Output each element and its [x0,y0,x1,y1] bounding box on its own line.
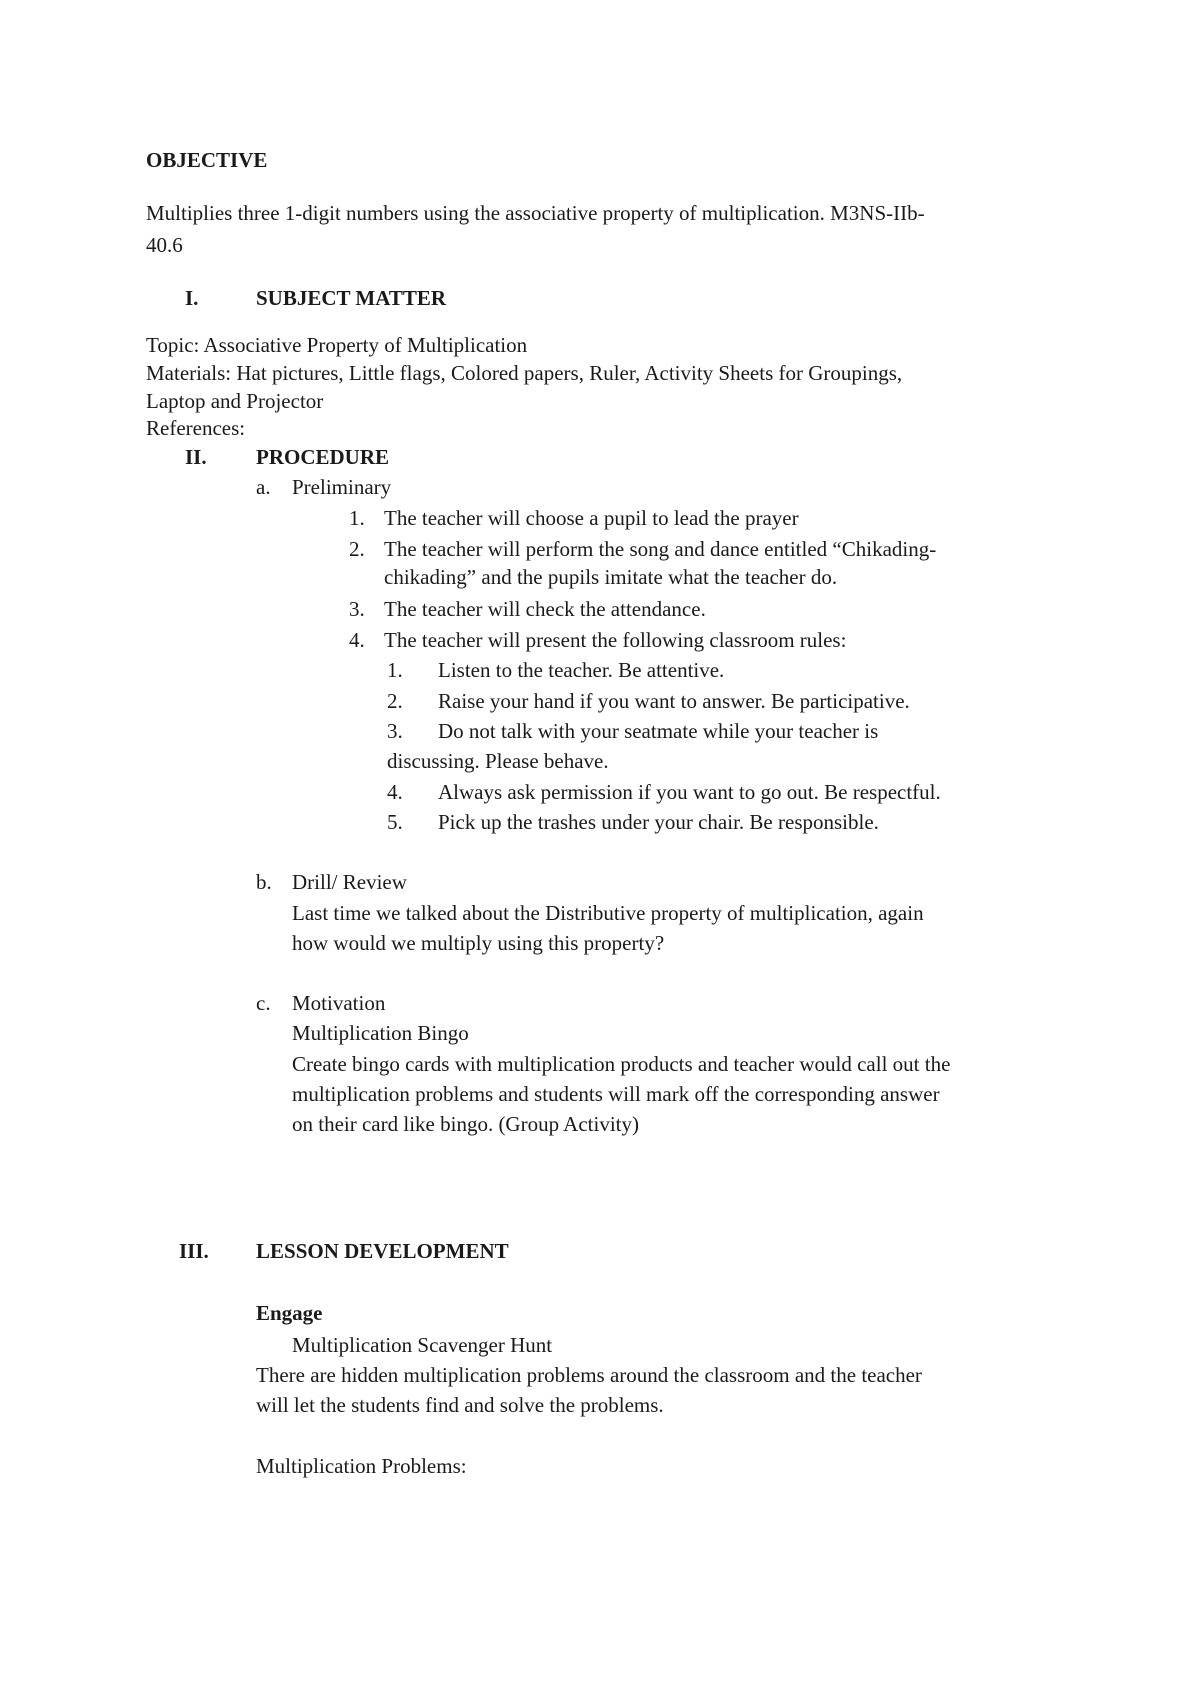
motivation-subtitle: Multiplication Bingo [292,1021,469,1045]
preliminary-item-text: The teacher will present the following classroom rules: [384,628,847,652]
motivation-title: Motivation [292,991,386,1015]
preliminary-item-number: 3. [349,597,365,621]
drill-text-line-1: Last time we talked about the Distributive property of multiplication, again [292,901,924,925]
engage-subtitle: Multiplication Scavenger Hunt [292,1333,553,1357]
drill-marker: b. [256,870,272,894]
preliminary-item-number: 2. [349,537,365,561]
rule-number: 1. [387,658,403,682]
motivation-marker: c. [256,991,271,1015]
objective-text-line-1: Multiplies three 1-digit numbers using the associative property of multiplication. M3NS-IIb- [146,201,925,225]
rule-number: 2. [387,689,403,713]
rule-text: Raise your hand if you want to answer. Be participative. [438,689,910,713]
procedure-numeral: II. [185,445,207,469]
preliminary-item-text-continued: chikading” and the pupils imitate what the teacher do. [384,565,838,589]
rule-number: 3. [387,719,403,743]
motivation-text-line-1: Create bingo cards with multiplication products and teacher would call out the [292,1052,951,1076]
topic-line: Topic: Associative Property of Multiplication [146,333,528,357]
lesson-development-heading: LESSON DEVELOPMENT [256,1239,509,1263]
rule-text: Do not talk with your seatmate while your teacher is [438,719,879,743]
rule-number: 5. [387,810,403,834]
subject-matter-heading: SUBJECT MATTER [256,286,447,310]
preliminary-title: Preliminary [292,475,392,499]
preliminary-item-text: The teacher will choose a pupil to lead the prayer [384,506,799,530]
materials-line-1: Materials: Hat pictures, Little flags, Colored papers, Ruler, Activity Sheets for Groupings, [146,361,903,385]
drill-text-line-2: how would we multiply using this property? [292,931,665,955]
materials-line-2: Laptop and Projector [146,389,324,413]
rule-text: Always ask permission if you want to go out. Be respectful. [438,780,941,804]
objective-heading: OBJECTIVE [146,148,268,172]
preliminary-item-text: The teacher will perform the song and dance entitled “Chikading- [384,537,937,561]
procedure-heading: PROCEDURE [256,445,390,469]
engage-text-line-2: will let the students find and solve the problems. [256,1393,664,1417]
objective-text-line-2: 40.6 [146,233,183,257]
preliminary-item-number: 4. [349,628,365,652]
motivation-text-line-3: on their card like bingo. (Group Activity) [292,1112,640,1136]
drill-title: Drill/ Review [292,870,407,894]
lesson-development-numeral: III. [179,1239,209,1263]
rule-text-continued: discussing. Please behave. [387,749,609,773]
multiplication-problems-label: Multiplication Problems: [256,1454,467,1478]
rule-number: 4. [387,780,403,804]
references-line: References: [146,416,246,440]
rule-text: Pick up the trashes under your chair. Be responsible. [438,810,879,834]
preliminary-marker: a. [256,475,271,499]
motivation-text-line-2: multiplication problems and students will mark off the corresponding answer [292,1082,940,1106]
subject-matter-numeral: I. [185,286,199,310]
engage-heading: Engage [256,1301,323,1325]
preliminary-item-number: 1. [349,506,365,530]
rule-text: Listen to the teacher. Be attentive. [438,658,725,682]
engage-text-line-1: There are hidden multiplication problems around the classroom and the teacher [256,1363,922,1387]
preliminary-item-text: The teacher will check the attendance. [384,597,706,621]
